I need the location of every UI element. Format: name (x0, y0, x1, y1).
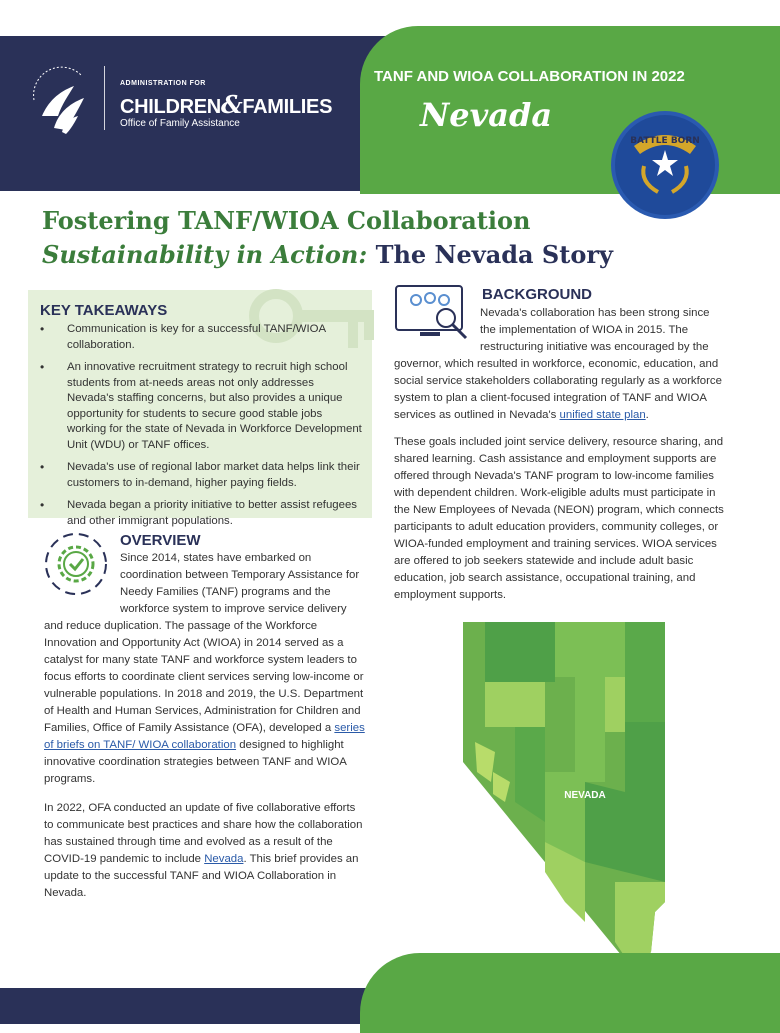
page-title-line1: Fostering TANF/WIOA Collaboration (42, 206, 531, 235)
logo-divider (104, 66, 105, 130)
list-item: • An innovative recruitment strategy to recruit high school students from at-needs areas not only addresses Nevada's staffing concerns, but also provides a unique opportunity for students to secure good stable jobs working for the state of Nevada in Workforce Development Unit (WDU) or TANF offices. (40, 360, 362, 453)
background-paragraph-1: Nevada's collaboration has been strong since the implementation of WIOA in 2015. The restructuring initiative was encouraged by the governor, which resulted in workforce, economic, education, and social service stakeholders collaborating regularly as a workforce system to plan a client-focused integration of TANF and WIOA services as outlined in Nevada's unified state plan. (394, 307, 722, 421)
list-item: • Nevada began a priority initiative to better assist refugees and other immigrant populations. (40, 498, 362, 529)
key-takeaways-list (40, 322, 362, 536)
page-title-line2: Sustainability in Action: The Nevada Story (42, 240, 613, 269)
overview-heading: OVERVIEW (120, 532, 201, 549)
seal-motto: BATTLE BORN (630, 136, 700, 146)
background-paragraph-2: These goals included joint service delivery, resource sharing, and shared learning. Cash assistance and employment supports are offered through Nevada's TANF program to low-income families with dependent children. Work-eligible adults must participate in the New Employees of Nevada (NEON) program, which connects participants to adult education providers, community colleges, or WIOA-funded employment and training services. WIOA services are offered to job seekers statewide and include adult basic education, job search assistance, occupational training, and employment supports. (394, 436, 724, 601)
agency-office: Office of Family Assistance (120, 118, 240, 129)
overview-paragraph-2: In 2022, OFA conducted an update of five collaborative efforts to communicate best practices and share how the collaboration has sustained through time and evolved as a result of the COVID-19 pandemic to include Nevada. This brief provides an update to the successful TANF and WIOA Collaboration in Nevada. (44, 802, 363, 899)
agency-name: CHILDREN&FAMILIES (120, 90, 333, 119)
background-heading: BACKGROUND (482, 286, 592, 303)
unified-state-plan-link[interactable]: unified state plan (559, 409, 646, 421)
acf-logo[interactable] (24, 62, 333, 142)
overview-paragraph-1: Since 2014, states have embarked on coordination between Temporary Assistance for Needy Families (TANF) programs and the workforce system to improve service delivery and reduce duplication. The passage of the Workforce Innovation and Opportunity Act (WIOA) in 2014 served as a catalyst for many state TANF and workforce system leaders to focus efforts to coordinate client services serving low-income or vulnerable populations. In 2018 and 2019, the U.S. Department of Health and Human Services, Administration for Children and Families, Office of Family Assistance (OFA), developed a series of briefs on TANF/ WIOA collaboration designed to highlight innovative coordination strategies between TANF and WIOA programs. (44, 552, 365, 785)
hhs-eagle-icon (28, 62, 94, 138)
agency-small-label: ADMINISTRATION FOR (120, 80, 206, 87)
nevada-seal-icon (610, 110, 720, 220)
key-takeaways-heading: KEY TAKEAWAYS (40, 302, 168, 319)
report-title: TANF AND WIOA COLLABORATION IN 2022 (374, 68, 685, 85)
nevada-county-map (455, 622, 675, 972)
list-item: • Nevada's use of regional labor market data helps link their customers to in-demand, higher paying fields. (40, 460, 362, 491)
key-takeaways-box (28, 290, 372, 527)
background-body (394, 305, 726, 614)
state-name: Nevada (420, 96, 553, 134)
list-item: • Communication is key for a successful TANF/WIOA collaboration. (40, 322, 362, 353)
footer-green-panel (360, 953, 780, 1033)
nevada-link[interactable]: Nevada (204, 853, 244, 865)
map-label: NEVADA (564, 790, 606, 801)
briefs-link[interactable]: series of briefs on TANF/ WIOA collaboration (44, 722, 365, 751)
overview-body (44, 550, 366, 914)
